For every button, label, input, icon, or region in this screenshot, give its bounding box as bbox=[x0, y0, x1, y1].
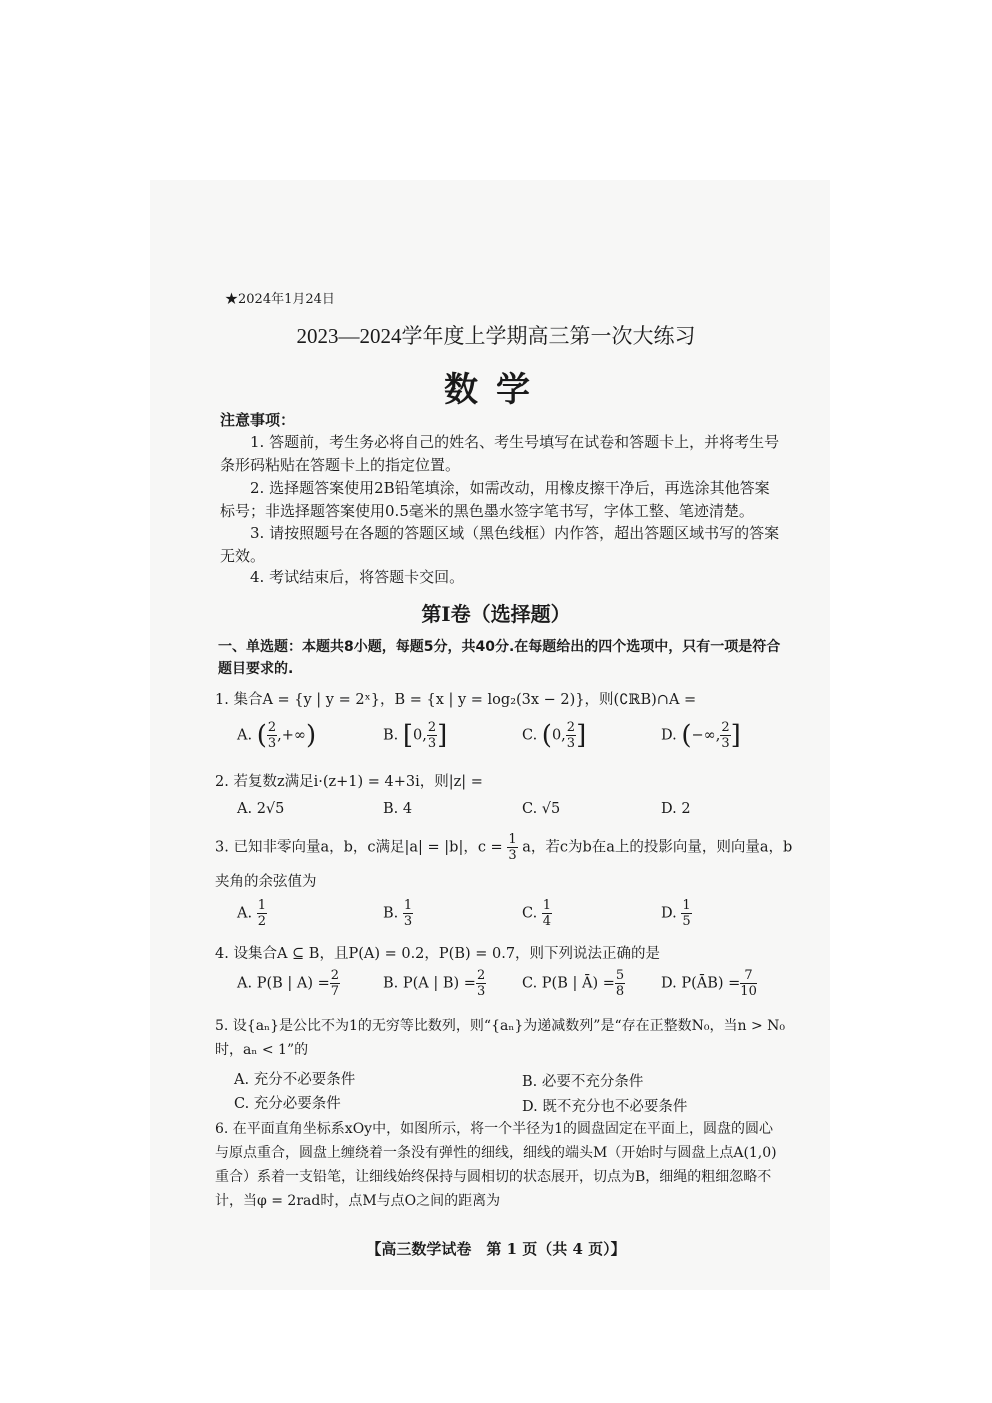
question-2-option-b: B. 4 bbox=[383, 801, 413, 817]
question-3-option-a: A. $\frac{1}{2}$ bbox=[237, 898, 266, 929]
notice-item-2: 2. 选择题答案使用2B铅笔填涂，如需改动，用橡皮擦干净后，再选涂其他答案标号；非选择题答案使用0.5毫米的黑色墨水签字笔书写，字体工整、笔迹清楚。 bbox=[220, 479, 770, 520]
fraction: $\frac{2}{3}$ bbox=[427, 720, 437, 751]
question-5-option-b: B. 必要不充分条件 bbox=[522, 1074, 644, 1090]
question-4-option-a: A. P(B | A) = $\frac{2}{7}$ bbox=[237, 968, 340, 999]
option-label: D. bbox=[661, 727, 677, 744]
notice-item-3: 3. 请按照题号在各题的答题区域（黑色线框）内作答，超出答题区域书写的答案无效。 bbox=[220, 524, 780, 565]
option-label: A. bbox=[237, 727, 253, 744]
question-4-option-b: B. P(A | B) = $\frac{2}{3}$ bbox=[383, 968, 486, 999]
question-6-stem: 6. 在平面直角坐标系xOy中，如图所示，将一个半径为1的圆盘固定在平面上，圆盘的圆心与原点重合，圆盘上缠绕着一条没有弹性的细线，细线的端头M（开始时与圆盘上点A(1,0)重合）系着一支铅笔，让细线始终保持与圆相切的状态展开，切点为B，细绳的粗细忽略不计，当φ = 2rad时，点M与点O之间的距离为 bbox=[215, 1121, 777, 1209]
part-title: 第Ⅰ卷（选择题） bbox=[421, 602, 571, 626]
fraction: $\frac{1}{3}$ bbox=[508, 832, 517, 863]
exam-date: ★2024年1月24日 bbox=[225, 292, 335, 307]
question-1-option-d: D. (−∞, $\frac{2}{3}$ ] bbox=[661, 720, 741, 751]
question-2-option-c: C. √5 bbox=[522, 801, 561, 817]
question-3-stem-line2: 夹角的余弦值为 bbox=[215, 874, 317, 890]
option-label: B. bbox=[383, 727, 399, 744]
notice-heading: 注意事项： bbox=[220, 411, 296, 429]
question-2-stem: 2. 若复数z满足i·(z+1) = 4+3i，则|z| = bbox=[215, 774, 483, 790]
question-5-option-c: C. 充分必要条件 bbox=[234, 1096, 341, 1112]
question-3-option-b: B. $\frac{1}{3}$ bbox=[383, 898, 413, 929]
question-4-option-c: C. P(B | Ā) = $\frac{5}{8}$ bbox=[522, 968, 625, 999]
notice-item-4: 4. 考试结束后，将答题卡交回。 bbox=[250, 568, 465, 586]
question-2-option-d: D. 2 bbox=[661, 801, 691, 817]
fraction: $\frac{2}{3}$ bbox=[566, 720, 576, 751]
fraction: $\frac{2}{3}$ bbox=[721, 720, 730, 751]
question-4-stem: 4. 设集合A ⊆ B，且P(A) = 0.2，P(B) = 0.7，则下列说法正确的是 bbox=[215, 946, 661, 962]
question-3-stem: 3. 已知非零向量a，b，c满足|a| = |b|，c = $\frac{1}{3}$ a，若c为b在a上的投影向量，则向量a，b bbox=[215, 832, 793, 863]
subject-title: 数学 bbox=[444, 370, 548, 410]
question-5-stem: 5. 设{aₙ}是公比不为1的无穷等比数列，则“{aₙ}为递减数列”是“存在正整数N₀，当n > N₀时，aₙ < 1”的 bbox=[215, 1018, 785, 1058]
section-intro: 一、单选题：本题共8小题，每题5分，共40分.在每题给出的四个选项中，只有一项是符合题目要求的. bbox=[218, 639, 781, 677]
option-label: C. bbox=[522, 727, 538, 744]
question-1-option-b: B. [0, $\frac{2}{3}$ ] bbox=[383, 720, 448, 751]
question-3-option-d: D. $\frac{1}{5}$ bbox=[661, 898, 691, 929]
fraction: $\frac{2}{3}$ bbox=[267, 720, 277, 751]
notice-item-1: 1. 答题前，考生务必将自己的姓名、考生号填写在试卷和答题卡上，并将考生号条形码粘贴在答题卡上的指定位置。 bbox=[220, 433, 780, 474]
question-1-option-a: A. ( $\frac{2}{3}$ ,+∞) bbox=[237, 720, 317, 751]
question-1-option-c: C. (0, $\frac{2}{3}$ ] bbox=[522, 720, 587, 751]
page-footer: 【高三数学试卷 第 1 页（共 4 页）】 bbox=[366, 1240, 626, 1258]
question-5-option-d: D. 既不充分也不必要条件 bbox=[522, 1099, 688, 1115]
exam-title: 2023—2024学年度上学期高三第一次大练习 bbox=[296, 324, 696, 348]
question-4-option-d: D. P(ĀB) = $\frac{7}{10}$ bbox=[661, 968, 757, 999]
question-2-option-a: A. 2√5 bbox=[237, 801, 285, 817]
question-3-option-c: C. $\frac{1}{4}$ bbox=[522, 898, 552, 929]
question-5-option-a: A. 充分不必要条件 bbox=[234, 1072, 356, 1088]
question-1-stem: 1. 集合A = {y | y = 2ˣ}，B = {x | y = log₂(3x − 2)}，则(∁ℝB)∩A = bbox=[215, 692, 697, 708]
